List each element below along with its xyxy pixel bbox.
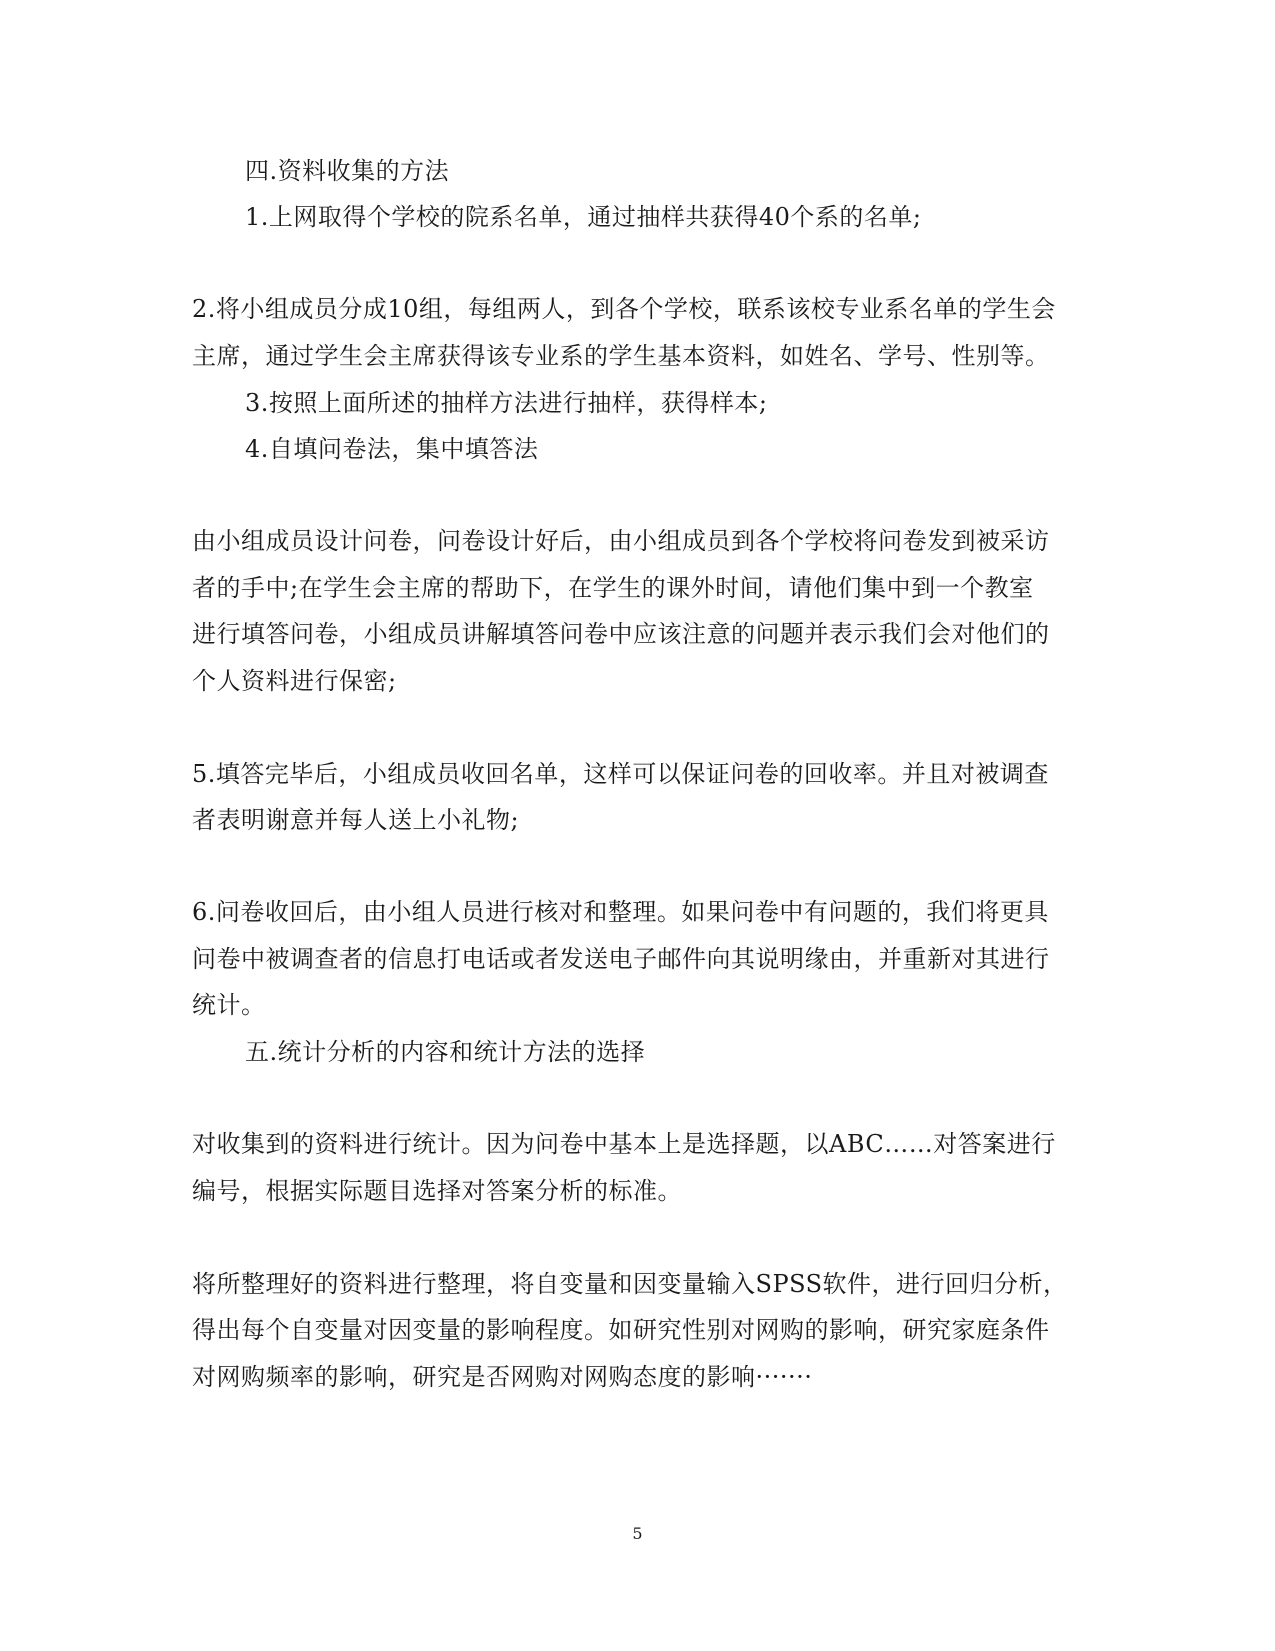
text-line: 得出每个自变量对因变量的影响程度。如研究性别对网购的影响，研究家庭条件 xyxy=(192,1316,1050,1344)
page-number: 5 xyxy=(632,1524,643,1543)
text-line: 将所整理好的资料进行整理，将自变量和因变量输入SPSS软件，进行回归分析， xyxy=(192,1270,1068,1298)
text-line: 4.自填问卷法，集中填答法 xyxy=(245,435,539,463)
text-line: 1.上网取得个学校的院系名单，通过抽样共获得40个系的名单; xyxy=(245,203,922,231)
text-line: 个人资料进行保密; xyxy=(192,667,397,695)
text-line: 编号，根据实际题目选择对答案分析的标准。 xyxy=(192,1177,682,1205)
text-line: 6.问卷收回后，由小组人员进行核对和整理。如果问卷中有问题的，我们将更具 xyxy=(192,898,1049,926)
text-line: 对网购频率的影响，研究是否网购对网购态度的影响······· xyxy=(192,1363,813,1391)
text-line: 由小组成员设计问卷，问卷设计好后，由小组成员到各个学校将问卷发到被采访 xyxy=(192,527,1050,555)
section-heading-data-collection: 四.资料收集的方法 xyxy=(245,157,450,185)
text-line: 者表明谢意并每人送上小礼物; xyxy=(192,806,520,834)
text-line: 者的手中;在学生会主席的帮助下，在学生的课外时间，请他们集中到一个教室 xyxy=(192,574,1034,602)
text-line: 3.按照上面所述的抽样方法进行抽样，获得样本; xyxy=(245,389,768,417)
text-line: 2.将小组成员分成10组，每组两人，到各个学校，联系该校专业系名单的学生会 xyxy=(192,295,1056,323)
text-line: 进行填答问卷，小组成员讲解填答问卷中应该注意的问题并表示我们会对他们的 xyxy=(192,620,1050,648)
text-line: 5.填答完毕后，小组成员收回名单，这样可以保证问卷的回收率。并且对被调查 xyxy=(192,760,1049,788)
text-line: 统计。 xyxy=(192,991,266,1019)
text-line: 问卷中被调查者的信息打电话或者发送电子邮件向其说明缘由，并重新对其进行 xyxy=(192,945,1050,973)
section-heading-statistical-analysis: 五.统计分析的内容和统计方法的选择 xyxy=(245,1038,646,1066)
text-line: 对收集到的资料进行统计。因为问卷中基本上是选择题，以ABC……对答案进行 xyxy=(192,1130,1056,1158)
text-line: 主席，通过学生会主席获得该专业系的学生基本资料，如姓名、学号、性别等。 xyxy=(192,342,1050,370)
